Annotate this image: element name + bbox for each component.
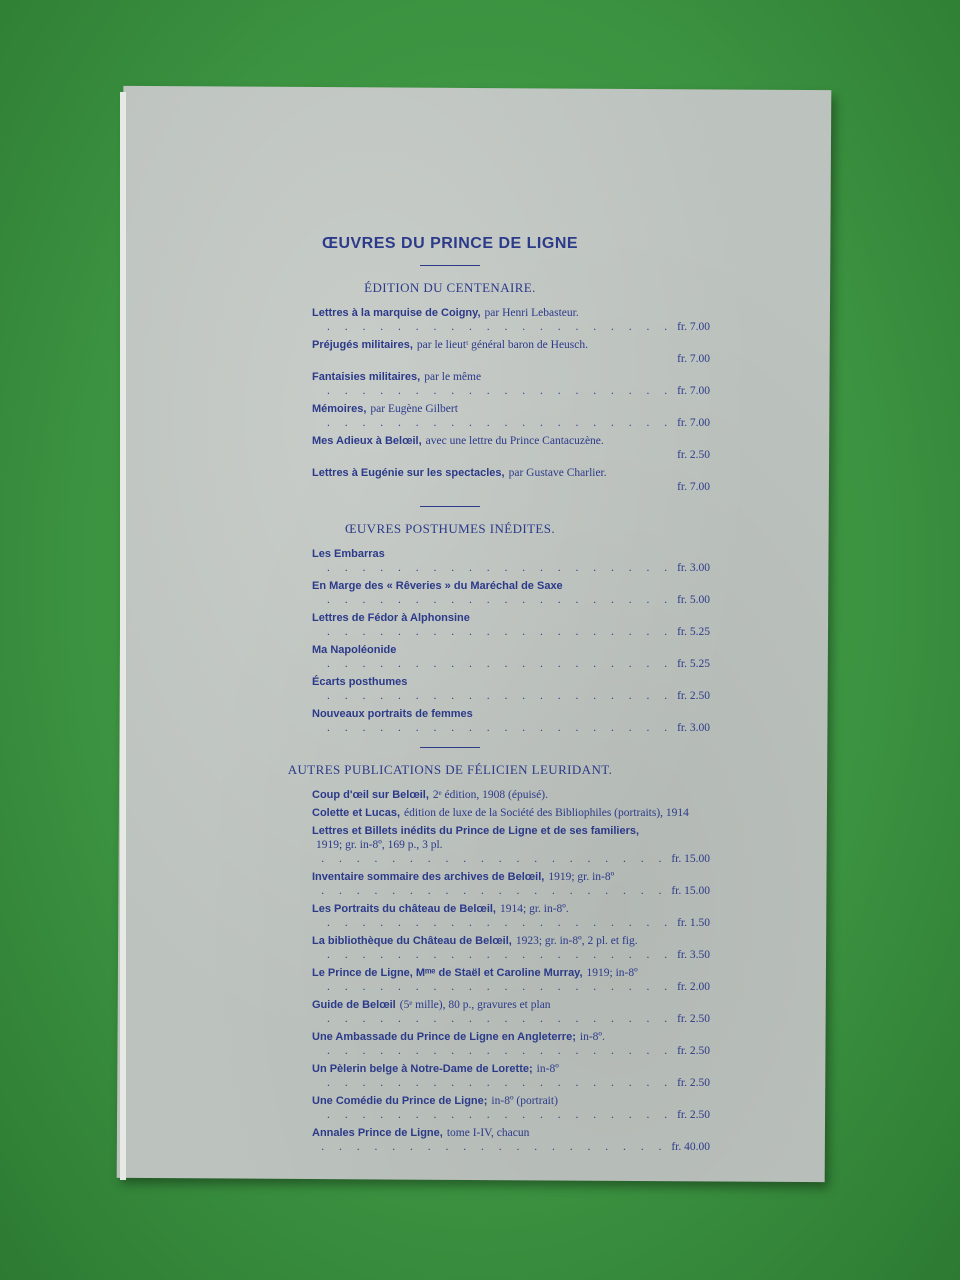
entry-description: par Eugène Gilbert [370,403,458,415]
leader-dots: . . . . . . . . . . . . . . . . . . . . [326,949,674,961]
entry-list [190,306,710,494]
cover-spine-edge [120,92,126,1180]
entry-price: fr. 7.00 [677,481,710,493]
leader-dots: . . . . . . . . . . . . . . . . . . . . [326,417,674,429]
leader-dots: . . . . . . . . . . . . . . . . . . . . [326,626,674,638]
entry-title: Le Prince de Ligne, Mᵐᵉ de Staël et Caroline Murray, [312,967,583,979]
section-heading: ÉDITION DU CENTENAIRE. [364,280,536,295]
entry-description: (5ᵉ mille), 80 p., gravures et plan [399,999,551,1011]
entry-description: par le même [424,371,482,383]
leader-dots: . . . . . . . . . . . . . . . . . . . . [326,722,674,734]
list-item [312,1062,710,1090]
entry-description: tome I-IV, chacun [446,1127,530,1139]
leader-dots: . . . . . . . . . . . . . . . . . . . . [326,1109,674,1121]
entry-description: édition de luxe de la Société des Bibliophiles (portraits), 1914 [404,807,689,819]
list-item [312,1030,710,1058]
leader-dots: . . . . . . . . . . . . . . . . . . . . [326,321,674,333]
leader-dots: . . . . . . . . . . . . . . . . . . . . [326,562,674,574]
entry-list [190,547,710,735]
entry-title: Une Comédie du Prince de Ligne; [312,1095,488,1107]
leader-dots: . . . . . . . . . . . . . . . . . . . . [326,1077,674,1089]
entry-title: Colette et Lucas, [312,807,401,819]
list-item [312,998,710,1026]
entry-price: fr. 15.00 [671,885,710,897]
entry-description: in-8º [536,1063,559,1075]
entry-title: Guide de Belœil [312,999,396,1011]
entry-price: fr. 2.50 [677,1077,710,1089]
entry-price: fr. 7.00 [677,353,710,365]
entry-title: En Marge des « Rêveries » du Maréchal de Saxe [312,580,563,592]
entry-price: fr. 2.50 [677,449,710,461]
entry-title: Nouveaux portraits de femmes [312,708,473,720]
entry-price: fr. 3.00 [677,562,710,574]
leader-dots: . . . . . . . . . . . . . . . . . . . . [321,1141,668,1153]
entry-title: Les Portraits du château de Belœil, [312,903,496,915]
leader-dots: . . . . . . . . . . . . . . . . . . . . [326,658,674,670]
list-item [312,1126,710,1154]
divider [420,265,480,266]
leader-dots: . . . . . . . . . . . . . . . . . . . . [326,690,674,702]
entry-description: 1919; in-8º [586,967,638,979]
entry-price: fr. 3.00 [677,722,710,734]
entry-price: fr. 2.50 [677,1109,710,1121]
entry-title: Un Pèlerin belge à Notre-Dame de Lorette; [312,1063,533,1075]
list-item [312,806,710,820]
section-heading: AUTRES PUBLICATIONS DE FÉLICIEN LEURIDANT. [287,762,613,777]
list-item [312,643,710,671]
leader-dots: . . . . . . . . . . . . . . . . . . . . [326,981,674,993]
list-item [312,306,710,334]
entry-title: Lettres à la marquise de Coigny, [312,307,481,319]
entry-description: 1923; gr. in-8º, 2 pl. et fig. [515,935,638,947]
entry-description: 1914; gr. in-8º. [500,903,569,915]
entry-description: 1919; gr. in-8º, 169 p., 3 pl. [316,839,443,851]
entry-price: fr. 7.00 [677,385,710,397]
list-item [312,966,710,994]
entry-description: par Gustave Charlier. [508,467,607,479]
list-item [312,707,710,735]
leader-dots: . . . . . . . . . . . . . . . . . . . . [326,385,674,397]
entry-price: fr. 7.00 [677,321,710,333]
list-item [312,370,710,398]
leader-dots: . . . . . . . . . . . . . . . . . . . . [326,1045,674,1057]
section-heading: ŒUVRES POSTHUMES INÉDITES. [344,521,556,536]
list-item [312,434,710,462]
leader-dots: . . . . . . . . . . . . . . . . . . . . [326,1013,674,1025]
list-item [312,824,710,866]
leader-dots: . . . . . . . . . . . . . . . . . . . . [321,853,668,865]
entry-title: Ma Napoléonide [312,644,397,656]
entry-price: fr. 5.25 [677,626,710,638]
entry-title: Écarts posthumes [312,676,408,688]
divider [420,747,480,748]
entry-price: fr. 2.50 [677,1013,710,1025]
list-item [312,402,710,430]
list-item [312,338,710,366]
page-title: ŒUVRES DU PRINCE DE LIGNE [321,235,579,252]
entry-description: par le lieutᵗ général baron de Heusch. [416,339,589,351]
entry-description: in-8º (portrait) [491,1095,558,1107]
sections-container [190,280,710,1154]
entry-description: in-8º. [579,1031,605,1043]
entry-title: Préjugés militaires, [312,339,413,351]
leader-dots: . . . . . . . . . . . . . . . . . . . . [321,885,668,897]
entry-list [190,788,710,1154]
entry-price: fr. 5.00 [677,594,710,606]
list-item [312,788,710,802]
entry-price: fr. 3.50 [677,949,710,961]
list-item [312,675,710,703]
entry-title: Annales Prince de Ligne, [312,1127,443,1139]
divider [420,506,480,507]
entry-description: avec une lettre du Prince Cantacuzène. [425,435,604,447]
entry-price: fr. 40.00 [671,1141,710,1153]
entry-price: fr. 2.50 [677,1045,710,1057]
entry-price: fr. 15.00 [671,853,710,865]
leader-dots: . . . . . . . . . . . . . . . . . . . . [326,594,674,606]
entry-price: fr. 2.50 [677,690,710,702]
entry-title: Inventaire sommaire des archives de Belœil, [312,871,545,883]
list-item [312,1094,710,1122]
entry-title: La bibliothèque du Château de Belœil, [312,935,512,947]
entry-description: 2ᵉ édition, 1908 (épuisé). [432,789,548,801]
entry-title: Fantaisies militaires, [312,371,421,383]
entry-title: Mémoires, [312,403,367,415]
list-item [312,466,710,494]
list-item [312,902,710,930]
entry-title: Les Embarras [312,548,385,560]
leader-dots: . . . . . . . . . . . . . . . . . . . . [326,917,674,929]
list-item [312,934,710,962]
entry-title: Coup d'œil sur Belœil, [312,789,429,801]
entry-title: Lettres et Billets inédits du Prince de Ligne et de ses familiers, [312,825,640,837]
list-item [312,611,710,639]
list-item [312,870,710,898]
entry-price: fr. 2.00 [677,981,710,993]
entry-title: Lettres à Eugénie sur les spectacles, [312,467,505,479]
list-item [312,547,710,575]
entry-description: par Henri Lebasteur. [484,307,579,319]
catalog-page [190,145,710,1158]
entry-description: 1919; gr. in-8º [548,871,615,883]
entry-title: Mes Adieux à Belœil, [312,435,422,447]
entry-title: Lettres de Fédor à Alphonsine [312,612,470,624]
entry-title: Une Ambassade du Prince de Ligne en Angleterre; [312,1031,576,1043]
list-item [312,579,710,607]
entry-price: fr. 5.25 [677,658,710,670]
entry-price: fr. 7.00 [677,417,710,429]
entry-price: fr. 1.50 [677,917,710,929]
